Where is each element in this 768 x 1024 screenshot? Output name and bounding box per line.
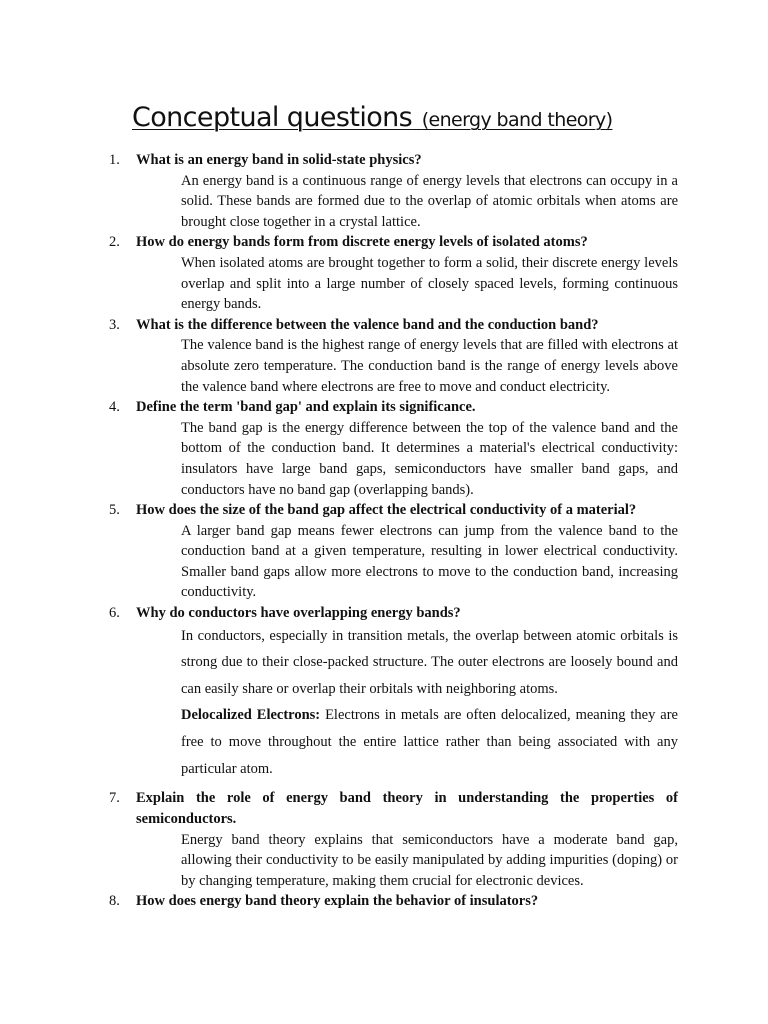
list-item [0,315,768,397]
question-text: Define the term 'band gap' and explain its significance. [136,399,476,416]
question-number: 1. [109,152,120,168]
question-list [0,150,768,912]
question-number: 5. [109,502,120,519]
question-text: What is an energy band in solid-state physics? [136,152,422,168]
question-number: 3. [109,316,120,333]
delocalized-electrons-text: Electrons in metals are often delocalized, meaning they are free to move throughout the entire lattice rather than being associated with any particular atom. [181,707,678,777]
answer-text: The band gap is the energy difference between the top of the valence band and the bottom of the conduction band. It determines a material's electrical conductivity: insulators have large band gaps, semiconductors have smaller band gaps, and conductors have no band gap (overlapping bands). [181,419,678,498]
page-title [132,96,612,134]
answer-text: An energy band is a continuous range of energy levels that electrons can occupy in a solid. These bands are formed due to the overlap of atomic orbitals when atoms are brought close together in a crystal lattice. [181,172,678,230]
answer-text: The valence band is the highest range of energy levels that are filled with electrons at absolute zero temperature. The conduction band is the range of energy levels above the valence band where electrons are free to move and conduct electricity. [181,337,678,395]
question-text: How does the size of the band gap affect the electrical conductivity of a material? [136,502,637,519]
question-number: 2. [109,234,120,251]
list-item [0,500,768,603]
question-text: How do energy bands form from discrete energy levels of isolated atoms? [136,234,588,251]
delocalized-electrons-term: Delocalized Electrons: [181,707,321,724]
title-main: Conceptual questions [132,102,413,133]
answer-text: In conductors, especially in transition metals, the overlap between atomic orbitals is strong due to their close-packed structure. The outer electrons are loosely bound and can easily share or overlap their orbitals with neighboring atoms. [181,627,678,698]
answer-text: When isolated atoms are brought together to form a solid, their discrete energy levels overlap and split into a large number of closely spaced levels, forming continuous energy bands. [181,254,678,313]
list-item [0,603,768,782]
question-number: 8. [109,893,120,910]
question-text: Explain the role of energy band theory in understanding the properties of semiconductors. [136,790,678,828]
list-item [0,150,768,232]
question-text: How does energy band theory explain the behavior of insulators? [136,893,539,910]
title-subtitle: (energy band theory) [421,109,613,131]
list-item [0,891,768,912]
question-text: Why do conductors have overlapping energy bands? [136,605,461,622]
list-item [0,232,768,314]
answer-paragraph [181,702,678,782]
answer-text: Energy band theory explains that semiconductors have a moderate band gap, allowing their conductivity to be easily manipulated by adding impurities (doping) or by changing temperature, making them crucial for electronic devices. [181,831,678,889]
list-item [0,397,768,500]
question-number: 4. [109,399,120,416]
question-text: What is the difference between the valence band and the conduction band? [136,316,599,333]
question-number: 7. [109,790,120,807]
answer-text: A larger band gap means fewer electrons can jump from the valence band to the conduction band at a given temperature, resulting in lower electrical conductivity. Smaller band gaps allow more electrons to move to the conduction band, increasing conductivity. [181,522,678,601]
question-number: 6. [109,605,120,622]
list-item [0,788,768,891]
